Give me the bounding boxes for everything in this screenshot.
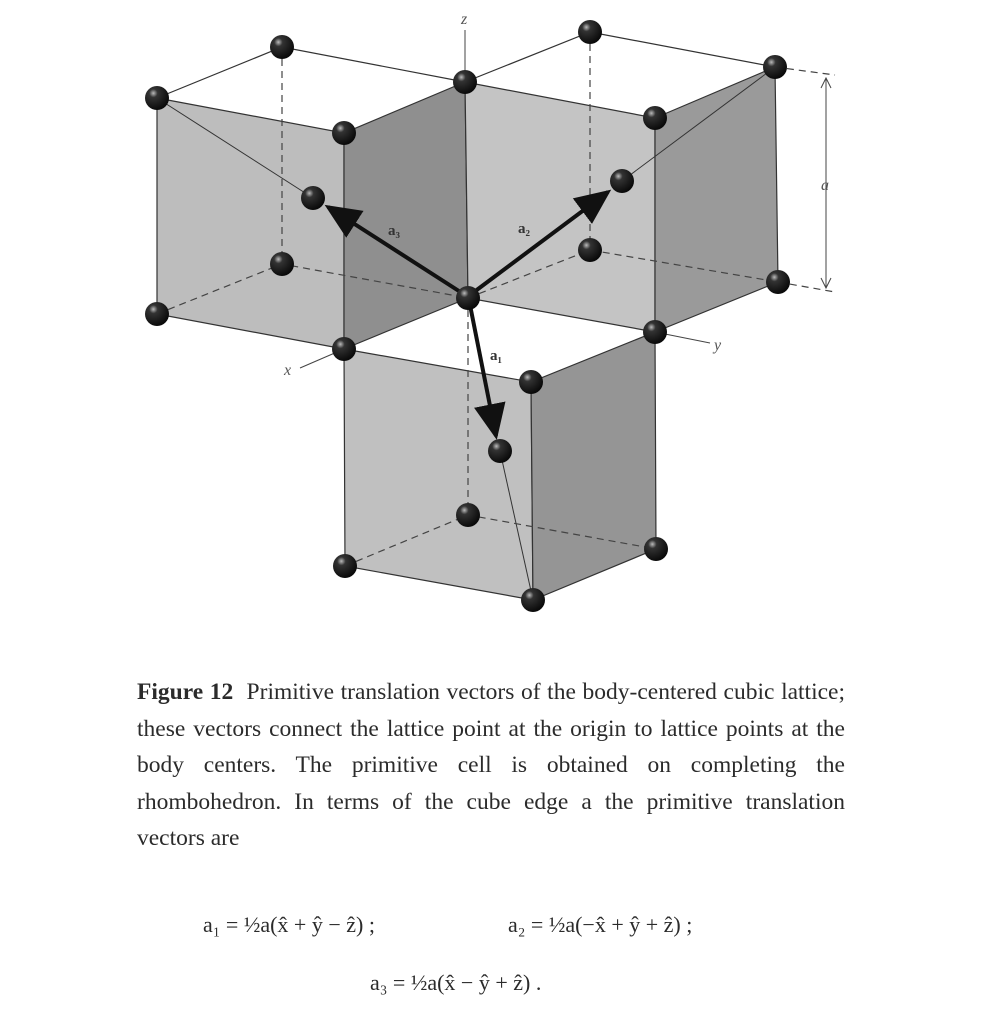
left-cube-side-face: [344, 82, 468, 349]
body-center-atom: [488, 439, 512, 463]
x-axis-label: x: [284, 362, 292, 379]
figure-caption: [137, 674, 845, 857]
equation-a3: a₃ = ½a(x̂ − ŷ + ẑ) .: [370, 970, 542, 995]
equation-a1: a₁ = ½a(x̂ + ŷ − ẑ) ;: [203, 912, 375, 937]
vector-a2-label: a₂: [518, 221, 530, 237]
vector-a3-label: a₃: [388, 223, 400, 239]
caption-text: Primitive translation vectors of the body-centered cubic lattice; these vectors connect the lattice point at the origin to lattice points at the body centers. The primitive cell is obtained on completing the rhombohedron. In terms of the cube edge a the primitive translation vectors are: [137, 679, 846, 851]
y-axis-label: y: [714, 337, 722, 354]
body-center-atom: [301, 186, 325, 210]
bottom-cube-face: [344, 349, 533, 600]
cube-edge-label: a: [821, 177, 829, 194]
equation-a2: a₂ = ½a(−x̂ + ŷ + ẑ) ;: [508, 912, 693, 937]
figure-number: Figure 12: [137, 679, 234, 705]
body-center-atom: [610, 169, 634, 193]
left-cube-face: [157, 98, 344, 349]
z-axis-label: z: [461, 11, 468, 28]
right-cube-side-face: [655, 67, 778, 332]
right-cube-face: [465, 82, 655, 332]
bottom-cube-side-face: [531, 332, 656, 600]
vector-a1-label: a₁: [490, 348, 502, 364]
